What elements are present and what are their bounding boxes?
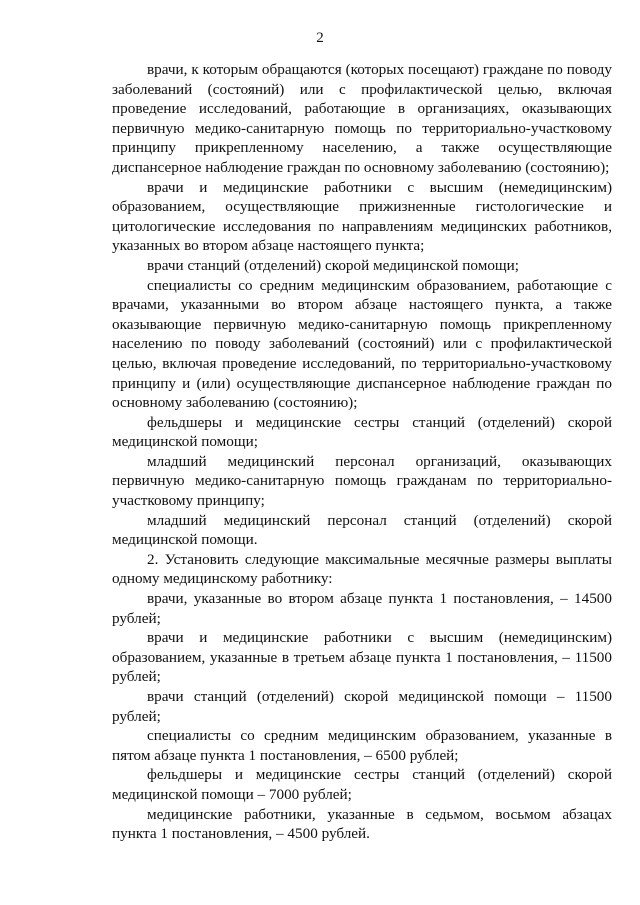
paragraph-9: врачи, указанные во втором абзаце пункта 1 постановления, – 14500 рублей; [112,590,612,627]
paragraph-6: младший медицинский персонал организаций, оказывающих первичную медико-санитарную помощь гражданам по территориально-участковому принципу; [112,452,612,510]
paragraph-8: 2. Установить следующие максимальные месячные размеры выплаты одному медицинскому работнику: [112,550,612,588]
document-body [112,60,612,844]
paragraph-14: медицинские работники, указанные в седьмом, восьмом абзацах пункта 1 постановления, – 4500 рублей. [112,805,612,843]
paragraph-10: врачи и медицинские работники с высшим (немедицинским) образованием, указанные в третьем абзаце пункта 1 постановления, – 11500 рублей; [112,629,612,686]
paragraph-5: фельдшеры и медицинские сестры станций (отделений) скорой медицинской помощи; [112,413,612,451]
paragraph-3: врачи станций (отделений) скорой медицинской помощи; [147,256,519,274]
paragraph-2: врачи и медицинские работники с высшим (немедицинским) образованием, осуществляющие прижизненные гистологические и цитологические исследования по направлениям медицинских работников, указанных во втором абзаце настоящего пункта; [112,178,612,255]
page-number: 2 [316,30,324,46]
paragraph-12: специалисты со средним медицинским образованием, указанные в пятом абзаце пункта 1 постановления, – 6500 рублей; [112,727,612,764]
paragraph-4: специалисты со средним медицинским образованием, работающие с врачами, указанными во втором абзаце настоящего пункта, а также оказывающие первичную медико-санитарную помощь прикрепленному населению по поводу заболеваний (состояний) или с профилактической целью, включая проведение исследований, по территориально-участковому принципу и (или) осуществляющие диспансерное наблюдение граждан по основному заболеванию (состоянию); [112,276,612,412]
paragraph-7: младший медицинский персонал станций (отделений) скорой медицинской помощи. [112,511,612,549]
paragraph-11: врачи станций (отделений) скорой медицинской помощи – 11500 рублей; [112,688,612,725]
paragraph-1: врачи, к которым обращаются (которых посещают) граждане по поводу заболеваний (состояний) или с профилактической целью, включая проведение исследований, работающие в организациях, оказывающих первичную медико-санитарную помощь по территориально-участковому принципу прикрепленному населению, а также осуществляющие диспансерное наблюдение граждан по основному заболеванию (состоянию); [112,61,612,176]
paragraph-13: фельдшеры и медицинские сестры станций (отделений) скорой медицинской помощи – 7000 рублей; [112,766,612,803]
